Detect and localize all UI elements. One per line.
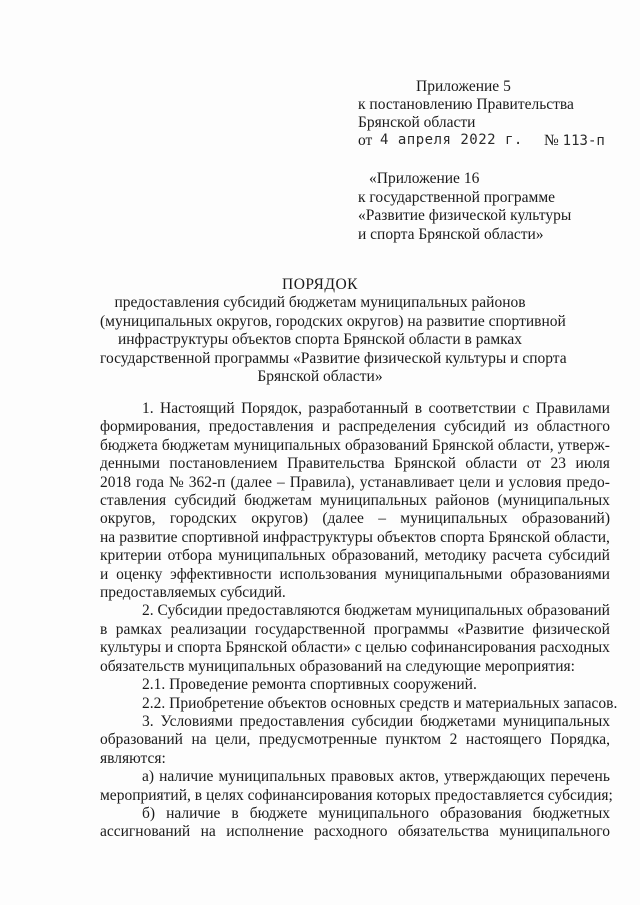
paragraph-line: предоставляемых субсидий. xyxy=(100,584,286,602)
paragraph-line: денными постановлением Правительства Брянской области от 23 июля xyxy=(100,455,610,473)
appendix-16-line-4: и спорта Брянской области» xyxy=(358,225,544,243)
resolution-reference: к постановлению Правительства xyxy=(358,96,574,113)
document-body xyxy=(100,400,618,842)
paragraph-line: мероприятий, в целях софинансирования которых предоставляется субсидия; xyxy=(100,786,613,804)
appendix-16-block xyxy=(358,170,618,244)
paragraph-line: на развитие спортивной инфраструктуры объектов спорта Брянской области, xyxy=(100,528,610,546)
paragraph-line: округов, городских округов) (далее – муниципальных образований) xyxy=(100,510,610,528)
paragraph-line: б) наличие в бюджете муниципального образования бюджетных xyxy=(142,804,610,822)
number-value: 113-п xyxy=(562,133,605,149)
paragraph-1 xyxy=(100,400,610,602)
paragraph-line: культуры и спорта Брянской области» с целью софинансирования расходных xyxy=(100,639,610,657)
date-number-line xyxy=(358,132,618,152)
number-prefix: № xyxy=(544,132,559,149)
subtitle-line: (муниципальных округов, городских округов) на развитие спортивной xyxy=(100,312,566,330)
subtitle-line: государственной программы «Развитие физической культуры и спорта xyxy=(100,349,567,367)
paragraph-line: формирования, предоставления и распределения субсидий из областного xyxy=(100,418,610,436)
appendix-16-line-1: «Приложение 16 xyxy=(369,170,480,187)
paragraph-line: и оценку эффективности использования муниципальными образованиями xyxy=(100,565,610,583)
paragraph-2-1: 2.1. Проведение ремонта спортивных сооружений. xyxy=(142,676,477,694)
document-subtitle xyxy=(100,294,567,387)
appendix-5-label: Приложение 5 xyxy=(416,78,511,95)
item-a xyxy=(100,768,613,805)
paragraph-line: критерии отбора муниципальных образований, методику расчета субсидий xyxy=(100,547,610,565)
approval-header xyxy=(358,78,618,152)
paragraph-line: являются: xyxy=(100,749,166,767)
paragraph-line: а) наличие муниципальных правовых актов, утверждающих перечень xyxy=(142,768,610,786)
appendix-16-line-3: «Развитие физической культуры xyxy=(358,207,572,224)
document-title: ПОРЯДОК xyxy=(282,276,358,293)
paragraph-line: ассигнований на исполнение расходного обязательства муниципального xyxy=(100,823,610,841)
paragraph-line: 1. Настоящий Порядок, разработанный в соответствии с Правилами xyxy=(142,400,610,417)
paragraph-line: в рамках реализации государственной программы «Развитие физической xyxy=(100,620,610,638)
paragraph-line: 2. Субсидии предоставляются бюджетам муниципальных образований xyxy=(142,602,610,620)
handwritten-date: 4 апреля 2022 г. xyxy=(380,132,523,148)
paragraph-line: образований на цели, предусмотренные пунктом 2 настоящего Порядка, xyxy=(100,731,610,749)
appendix-16-line-2: к государственной программе xyxy=(358,188,556,206)
paragraph-line: 2018 года № 362-п (далее – Правила), устанавливает цели и условия предо- xyxy=(100,473,610,491)
subtitle-line: инфраструктуры объектов спорта Брянской области в рамках xyxy=(117,331,523,348)
subtitle-line: предоставления субсидий бюджетам муниципальных районов xyxy=(114,294,526,311)
paragraph-3 xyxy=(100,713,610,768)
date-prefix: от xyxy=(358,132,373,149)
paragraph-line: 3. Условиями предоставления субсидии бюджетами муниципальных xyxy=(142,712,610,730)
region-name: Брянской области xyxy=(358,114,476,131)
subtitle-line: Брянской области» xyxy=(257,368,383,385)
paragraph-2 xyxy=(100,602,610,676)
paragraph-line: обязательств муниципальных образований на следующие мероприятия: xyxy=(100,657,575,675)
item-b xyxy=(100,805,610,842)
paragraph-2-2: 2.2. Приобретение объектов основных средств и материальных запасов. xyxy=(142,694,618,712)
paragraph-line: бюджета бюджетам муниципальных образований Брянской области, утверж- xyxy=(100,436,610,454)
paragraph-line: ставления субсидий бюджетам муниципальных районов (муниципальных xyxy=(100,492,610,510)
document-number xyxy=(544,132,605,150)
